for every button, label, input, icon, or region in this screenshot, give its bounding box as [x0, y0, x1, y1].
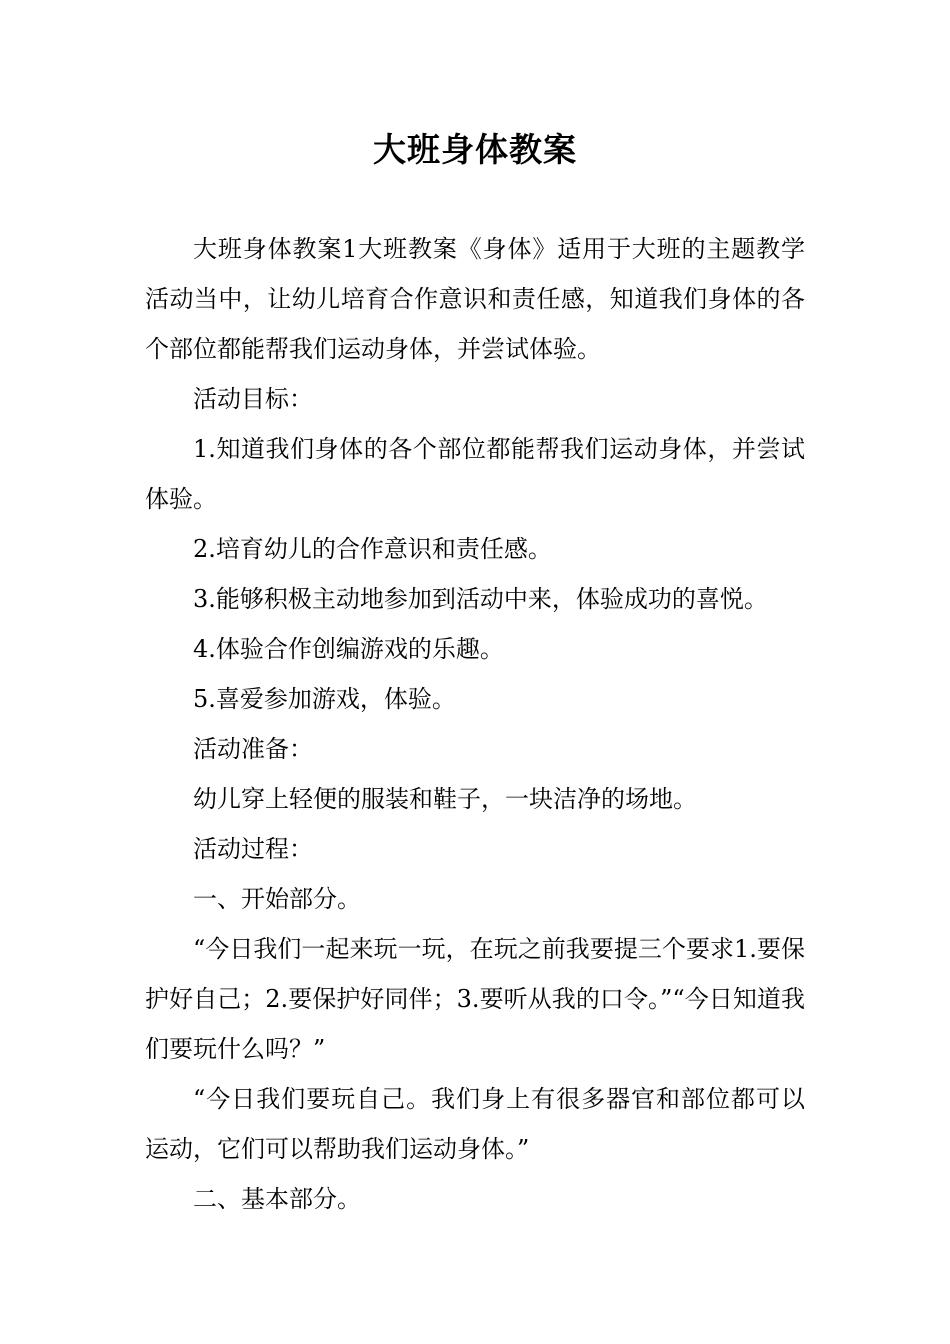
paragraph-play-self: “今日我们要玩自己。我们身上有很多器官和部位都可以运动，它们可以帮助我们运动身体。”	[145, 1085, 805, 1163]
objective-item-5: 5.喜爱参加游戏，体验。	[193, 685, 456, 713]
document-title: 大班身体教案	[373, 130, 577, 169]
paragraph-requirements: “今日我们一起来玩一玩，在玩之前我要提三个要求1.要保护好自己；2.要保护好同伴；3.要听从我的口令。”“今日知道我们要玩什么吗？”	[145, 935, 805, 1063]
section-start: 一、开始部分。	[193, 885, 361, 913]
heading-objectives: 活动目标：	[193, 385, 313, 413]
objective-item-1: 1.知道我们身体的各个部位都能帮我们运动身体，并尝试体验。	[145, 435, 805, 513]
heading-preparation: 活动准备：	[193, 735, 313, 763]
paragraph-intro: 大班身体教案1大班教案《身体》适用于大班的主题教学活动当中，让幼儿培育合作意识和责任感，知道我们身体的各个部位都能帮我们运动身体，并尝试体验。	[145, 235, 805, 363]
section-basic: 二、基本部分。	[193, 1185, 361, 1213]
objective-item-3: 3.能够积极主动地参加到活动中来，体验成功的喜悦。	[193, 585, 768, 613]
objective-item-2: 2.培育幼儿的合作意识和责任感。	[193, 535, 552, 563]
objective-item-4: 4.体验合作创编游戏的乐趣。	[193, 635, 504, 663]
heading-process: 活动过程：	[193, 835, 313, 863]
paragraph-preparation: 幼儿穿上轻便的服装和鞋子，一块洁净的场地。	[193, 785, 697, 813]
document-body	[145, 224, 805, 1224]
